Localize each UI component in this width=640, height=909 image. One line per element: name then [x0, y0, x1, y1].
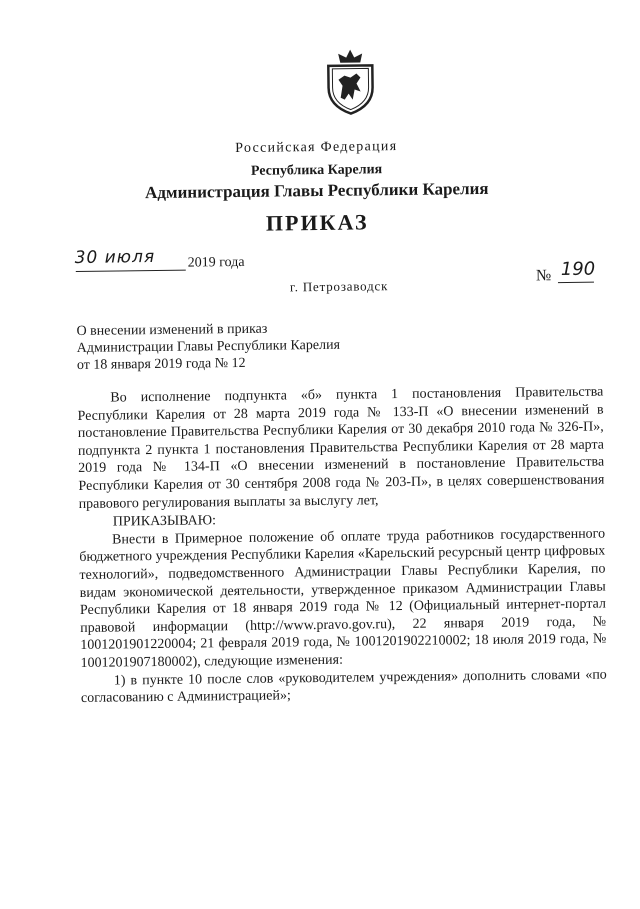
number-sign: № [535, 267, 552, 285]
document-type-title: ПРИКАЗ [265, 209, 369, 236]
republic-title: Республика Карелия [250, 162, 383, 179]
document-body [77, 384, 607, 708]
subject-line: О внесении изменений в приказ [76, 321, 268, 339]
handwritten-number: 190 [560, 258, 596, 281]
preamble-paragraph: Во исполнение подпункта «б» пункта 1 постановления Правительства Республики Карелия от 28 марта 2019 года № 133-П «О внесении изменений в постановление Правительства Республики Карелия от 30 декабря 2010 года № 326-П», подпункта 2 пункта 1 постановления Правительства Республики Карелия от 28 марта 2019 года № 134-П «О внесении изменений в постановление Правительства Республики Карелия от 30 сентября 2008 года № 203-П», в целях совершенствования правового регулирования выплаты за выслугу лет, [77, 384, 605, 512]
order-word: ПРИКАЗЫВАЮ: [112, 513, 217, 530]
subject-line: Администрации Главы Республики Карелия [76, 337, 341, 356]
number-underline [558, 282, 594, 283]
amendment-paragraph: Внести в Примерное положение об оплате труда работников государственного бюджетного учреждения Республики Карелия «Карельский ресурсный центр цифровых технологий», подведомственного Администрации Главы Республики Карелия, по видам экономической деятельности, утвержденное приказом Администрации Главы Республики Карелия от 18 января 2019 года № 12 (Официальный интернет-портал правовой информации (http://www.pravo.gov.ru), 22 января 2019 года, № 1001201901220004; 21 февраля 2019 года, № 1001201902210002; 18 июля 2019 года, № 1001201907180002), следующие изменения: [79, 526, 607, 671]
administration-title: Администрация Главы Республики Карелия [144, 178, 489, 203]
amendment-item-1: 1) в пункте 10 после слов «руководителем учреждения» дополнить словами «по согласованию с Администрацией»; [80, 667, 607, 707]
coat-of-arms-icon [320, 47, 381, 116]
document-subject [76, 320, 340, 374]
date-underline [76, 270, 186, 272]
subject-line: от 18 января 2019 года № 12 [76, 355, 246, 373]
federation-title: Российская Федерация [235, 139, 398, 157]
date-year: 2019 года [187, 254, 245, 271]
handwritten-date: 30 июля [74, 247, 156, 268]
city-name: г. Петрозаводск [289, 278, 389, 295]
